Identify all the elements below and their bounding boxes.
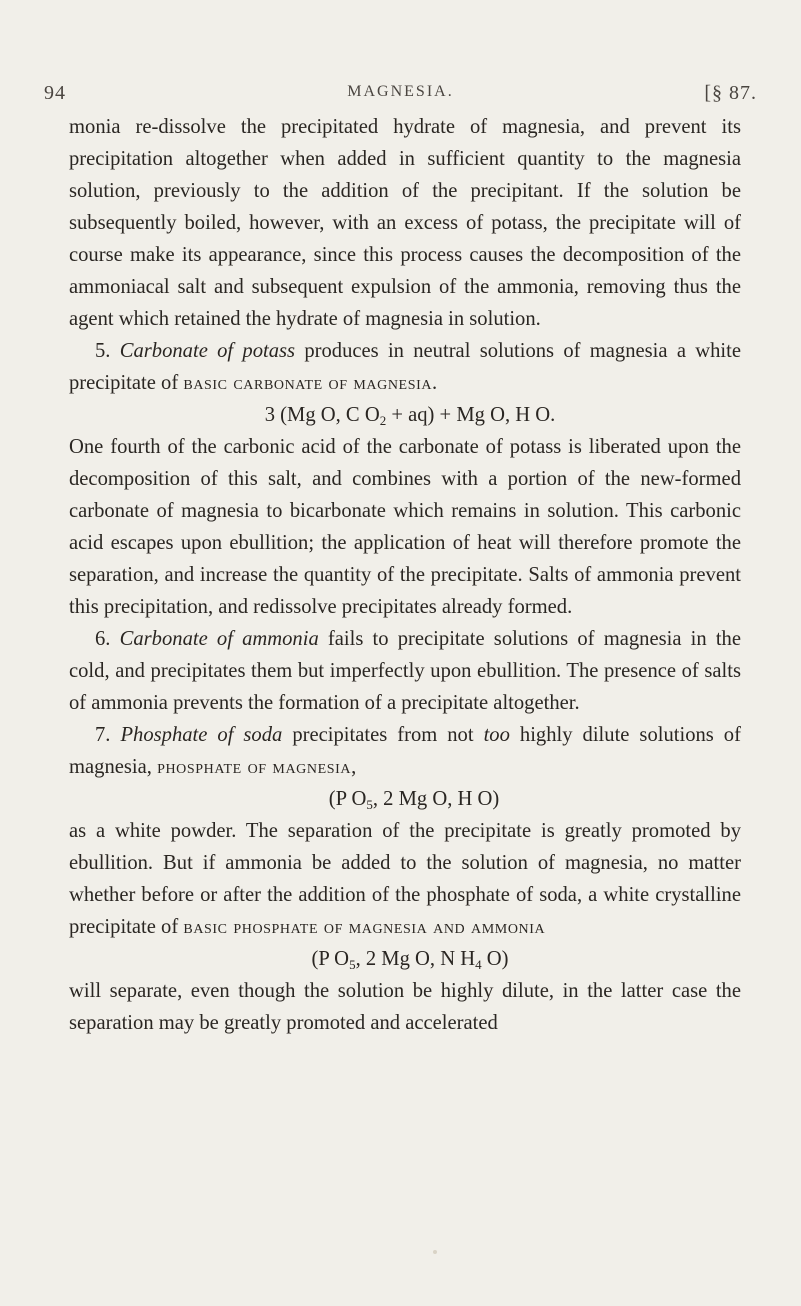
paper-speck [433, 1250, 437, 1254]
reagent-name: Carbonate of ammonia [119, 628, 319, 650]
section-marker: [§ 87. [704, 82, 757, 104]
reagent-name: Phosphate of soda [120, 724, 283, 746]
running-header [44, 82, 757, 112]
paragraph-7-continued: as a white powder. The separation of the precipitate is greatly promoted by ebullition. But if ammonia be added to the solution of magnesia, no matter whether before or after the addition of the phosphate of soda, a white crystalline precipitate of basic phosphate of magnesia and ammonia [69, 820, 741, 938]
paragraph-5: 5. Carbonate of potass produces in neutral solutions of magnesia a white precipitate of basic carbonate of magnesia. [69, 340, 741, 394]
formula-ammonium-phosphate: (P $O_5$, 2 Mg O, N $H_4$ O) [311, 948, 509, 972]
formula-basic-carbonate: 3 (Mg O, C $O_2 + aq) + Mg$ O, H O. [264, 404, 556, 428]
paragraph-continuation: monia re-dissolve the precipitated hydrate of magnesia, and prevent its precipitation altogether when added in sufficient quantity to the magnesia solution, previously to the addition of the precipitant. If the solution be subsequently boiled, however, with an excess of potass, the precipitate will of course make its appearance, since this process causes the decomposition of the ammoniacal salt and subsequent expulsion of the ammonia, removing thus the agent which retained the hydrate of magnesia in solution. [69, 116, 741, 330]
paragraph-6: 6. Carbonate of ammonia fails to precipitate solutions of magnesia in the cold, and precipitates them but imperfectly upon ebullition. The presence of salts of ammonia prevents the formation of a precipitate altogether. [69, 628, 741, 714]
formula-phosphate: (P $O_5$, 2 Mg O, H O) [328, 788, 500, 812]
paragraph-7-final: will separate, even though the solution be highly dilute, in the latter case the separation may be greatly promoted and accelerated [69, 980, 741, 1034]
item-number: 5. [95, 340, 111, 362]
paragraph-5-continued: One fourth of the carbonic acid of the carbonate of potass is liberated upon the decomposition of this salt, and combines with a portion of the new-formed carbonate of magnesia to bicarbonate which remains in solution. This carbonic acid escapes upon ebullition; the application of heat will therefore promote the separation, and increase the quantity of the precipitate. Salts of ammonia prevent this precipitation, and redissolve precipitates already formed. [69, 436, 741, 618]
page-number: 94 [44, 82, 66, 104]
product-name: basic phosphate of magnesia and ammonia [183, 916, 546, 938]
body-text [69, 111, 741, 1039]
product-name: phosphate of magnesia, [157, 756, 357, 778]
product-name: basic carbonate of magnesia. [183, 372, 438, 394]
paragraph-7: 7. Phosphate of soda precipitates from not too highly dilute solutions of magnesia, phosphate of magnesia, [69, 724, 741, 778]
running-title: MAGNESIA. [347, 83, 454, 100]
emphasis: too [483, 724, 510, 746]
item-number: 6. [95, 628, 111, 650]
item-number: 7. [95, 724, 111, 746]
reagent-name: Carbonate of potass [119, 340, 296, 362]
